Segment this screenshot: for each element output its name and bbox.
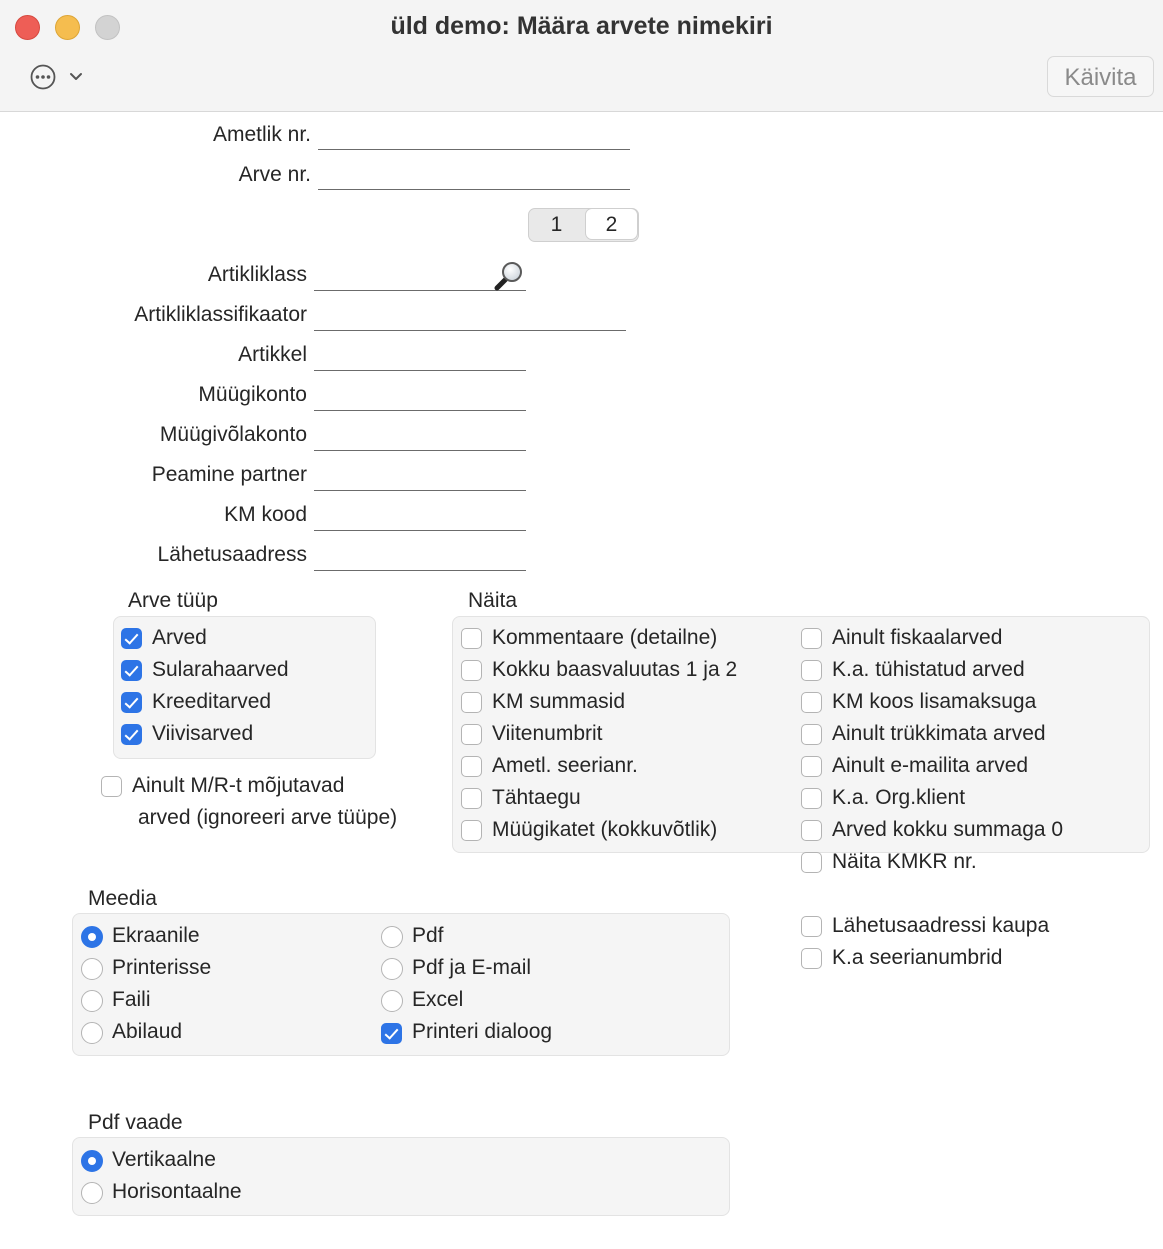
invoice-nr-field[interactable] (318, 167, 630, 190)
official-serial-checkbox[interactable] (461, 756, 482, 777)
incl-cancelled-label: K.a. tühistatud arved (832, 658, 1025, 681)
invoices-checkbox[interactable] (121, 628, 142, 649)
base-currency-total-label: Kokku baasvaluutas 1 ja 2 (492, 658, 738, 681)
comments-label: Kommentaare (detailne) (492, 626, 718, 649)
official-nr-label: Ametlik nr. (212, 123, 311, 146)
invoices-label: Arved (152, 626, 207, 649)
media-excel-label: Excel (412, 988, 464, 1011)
only-unemailed-label: Ainult e-mailita arved (832, 754, 1029, 777)
pdf-vertical-radio[interactable] (81, 1150, 103, 1172)
official-nr-field[interactable] (318, 127, 630, 150)
show-vat-reg-nr-checkbox[interactable] (801, 852, 822, 873)
credit-invoices-label: Kreeditarved (152, 690, 272, 713)
vat-amounts-label: KM summasid (492, 690, 626, 713)
invoice-nr-label: Arve nr. (238, 163, 311, 186)
item-field[interactable] (314, 348, 526, 371)
sales-margin-label: Müügikatet (kokkuvõtlik) (492, 818, 718, 841)
page-tabs (528, 208, 639, 242)
item-class-label: Artikliklass (207, 263, 307, 286)
magnifier-icon[interactable] (491, 258, 527, 294)
base-currency-total-checkbox[interactable] (461, 660, 482, 681)
pdf-horizontal-label: Horisontaalne (112, 1180, 242, 1203)
vat-with-surcharge-checkbox[interactable] (801, 692, 822, 713)
delivery-address-label: Lähetusaadress (157, 543, 307, 566)
official-serial-label: Ametl. seerianr. (492, 754, 638, 777)
run-button[interactable]: Käivita (1047, 56, 1154, 97)
media-pdf-email-radio[interactable] (381, 958, 403, 980)
tab-1[interactable]: 1 (550, 213, 563, 236)
media-screen-label: Ekraanile (112, 924, 200, 947)
pdf-view-title: Pdf vaade (88, 1111, 183, 1134)
sales-account-label: Müügikonto (198, 383, 307, 406)
invoice-type-title: Arve tüüp (128, 589, 218, 612)
item-classifier-label: Artikliklassifikaator (134, 303, 307, 326)
media-file-label: Faili (112, 988, 151, 1011)
only-ar-label-line2: arved (ignoreeri arve tüüpe) (138, 806, 398, 829)
show-title: Näita (468, 589, 518, 612)
media-pdf-label: Pdf (412, 924, 444, 947)
due-dates-label: Tähtaegu (492, 786, 581, 809)
sales-account-field[interactable] (314, 388, 526, 411)
incl-org-client-label: K.a. Org.klient (832, 786, 966, 809)
comments-checkbox[interactable] (461, 628, 482, 649)
item-label: Artikkel (238, 343, 307, 366)
vat-code-field[interactable] (314, 508, 526, 531)
only-ar-label-line1: Ainult M/R-t mõjutavad (132, 774, 345, 797)
media-title: Meedia (88, 887, 157, 910)
main-partner-field[interactable] (314, 468, 526, 491)
credit-invoices-checkbox[interactable] (121, 692, 142, 713)
chevron-down-icon[interactable] (68, 70, 84, 84)
media-clipboard-radio[interactable] (81, 1022, 103, 1044)
incl-serial-numbers-checkbox[interactable] (801, 948, 822, 969)
media-clipboard-label: Abilaud (112, 1020, 183, 1043)
delivery-address-field[interactable] (314, 548, 526, 571)
media-printer-label: Printerisse (112, 956, 212, 979)
pdf-horizontal-radio[interactable] (81, 1182, 103, 1204)
vat-code-label: KM kood (224, 503, 307, 526)
vat-with-surcharge-label: KM koos lisamaksuga (832, 690, 1037, 713)
item-classifier-field[interactable] (314, 308, 626, 331)
ellipsis-circle-icon[interactable] (30, 64, 56, 90)
tab-2[interactable]: 2 (585, 208, 638, 240)
incl-org-client-checkbox[interactable] (801, 788, 822, 809)
cash-invoices-checkbox[interactable] (121, 660, 142, 681)
only-ar-checkbox[interactable] (101, 776, 122, 797)
pdf-vertical-label: Vertikaalne (112, 1148, 216, 1171)
only-unprinted-label: Ainult trükkimata arved (832, 722, 1046, 745)
zero-total-checkbox[interactable] (801, 820, 822, 841)
only-unemailed-checkbox[interactable] (801, 756, 822, 777)
media-screen-radio[interactable] (81, 926, 103, 948)
incl-serial-numbers-label: K.a seerianumbrid (832, 946, 1003, 969)
debtor-account-label: Müügivõlakonto (159, 423, 307, 446)
cash-invoices-label: Sularahaarved (152, 658, 289, 681)
reference-number-checkbox[interactable] (461, 724, 482, 745)
main-partner-label: Peamine partner (151, 463, 307, 486)
debtor-account-field[interactable] (314, 428, 526, 451)
by-delivery-address-label: Lähetusaadressi kaupa (832, 914, 1050, 937)
interest-invoices-checkbox[interactable] (121, 724, 142, 745)
media-file-radio[interactable] (81, 990, 103, 1012)
print-dialog-checkbox[interactable] (381, 1023, 402, 1044)
only-fiscal-checkbox[interactable] (801, 628, 822, 649)
vat-amounts-checkbox[interactable] (461, 692, 482, 713)
reference-number-label: Viitenumbrit (492, 722, 603, 745)
media-pdf-radio[interactable] (381, 926, 403, 948)
window-title: üld demo: Määra arvete nimekiri (390, 12, 773, 40)
by-delivery-address-checkbox[interactable] (801, 916, 822, 937)
interest-invoices-label: Viivisarved (152, 722, 254, 745)
only-fiscal-label: Ainult fiskaalarved (832, 626, 1003, 649)
incl-cancelled-checkbox[interactable] (801, 660, 822, 681)
show-vat-reg-nr-label: Näita KMKR nr. (832, 850, 977, 873)
only-unprinted-checkbox[interactable] (801, 724, 822, 745)
zero-total-label: Arved kokku summaga 0 (832, 818, 1064, 841)
media-excel-radio[interactable] (381, 990, 403, 1012)
media-printer-radio[interactable] (81, 958, 103, 980)
window-toolbar (0, 0, 1163, 112)
media-pdf-email-label: Pdf ja E-mail (412, 956, 532, 979)
sales-margin-checkbox[interactable] (461, 820, 482, 841)
due-dates-checkbox[interactable] (461, 788, 482, 809)
print-dialog-label: Printeri dialoog (412, 1020, 553, 1043)
